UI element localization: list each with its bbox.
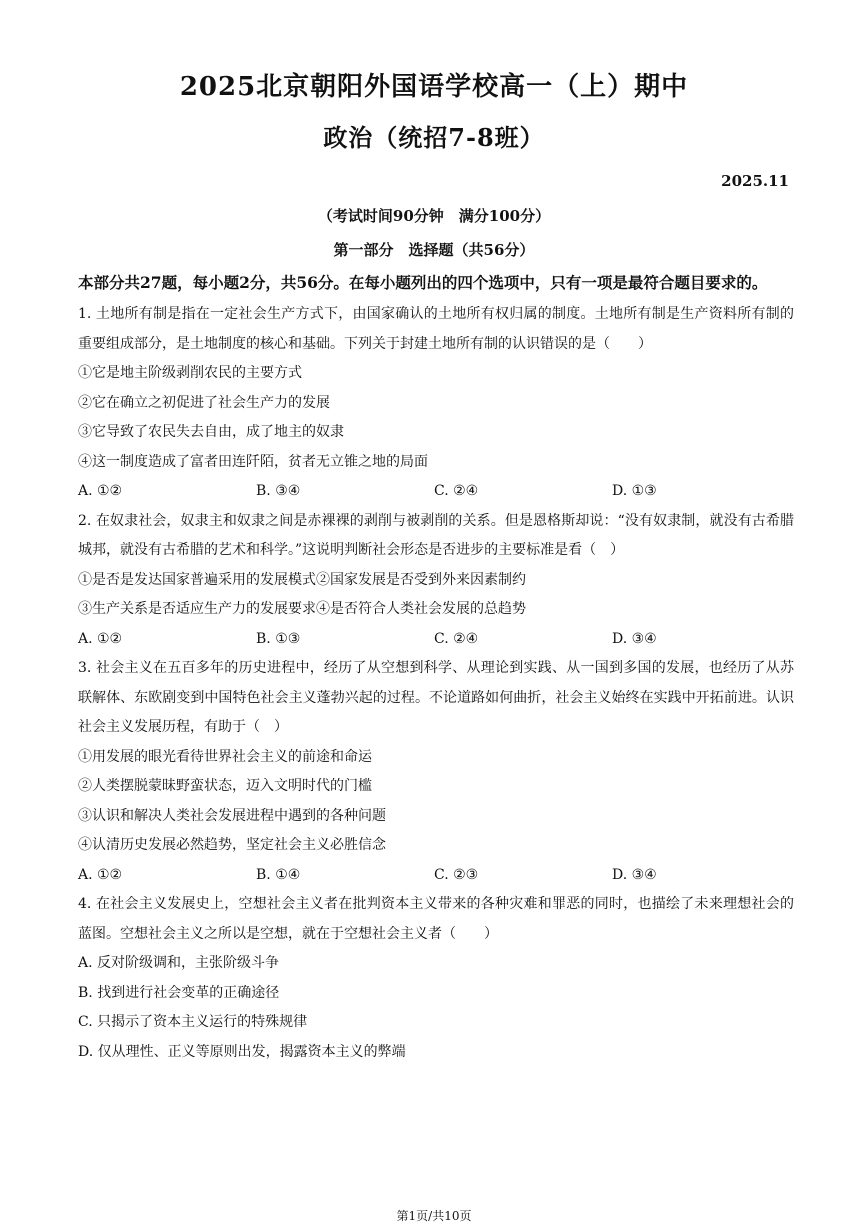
statement: ③生产关系是否适应生产力的发展要求④是否符合人类社会发展的总趋势: [78, 601, 526, 617]
question-stem: 3. 社会主义在五百多年的历史进程中，经历了从空想到科学、从理论到实践、从一国到多国的发展，也经历了从苏联解体、东欧剧变到中国特色社会主义蓬勃兴起的过程。不论道路如何曲折，社会主义始终在实践中开拓前进。认识社会主义发展历程，有助于（ ）: [78, 660, 794, 735]
choice-d: D. ③④: [612, 866, 657, 883]
choice-c: C. ②④: [434, 630, 479, 647]
question-stem: 4. 在社会主义发展史上，空想社会主义者在批判资本主义带来的各种灾难和罪恶的同时，也描绘了未来理想社会的蓝图。空想社会主义之所以是空想，就在于空想社会主义者（ ）: [78, 896, 794, 942]
section-title: 第一部分 选择题（共56分）: [333, 241, 535, 259]
statement: ③它导致了农民失去自由，成了地主的奴隶: [78, 424, 344, 440]
statement: ②它在确立之初促进了社会生产力的发展: [78, 394, 330, 411]
choice-b: B. ①④: [256, 866, 301, 883]
statement: ①它是地主阶级剥削农民的主要方式: [78, 365, 302, 381]
statement: ①用发展的眼光看待世界社会主义的前途和命运: [78, 748, 372, 765]
question-area: [78, 268, 794, 1067]
question-stem: 1. 土地所有制是指在一定社会生产方式下，由国家确认的土地所有权归属的制度。土地所有制是生产资料所有制的重要组成部分，是土地制度的核心和基础。下列关于封建土地所有制的认识错误的是（ ）: [78, 306, 794, 352]
exam-title: 2025北京朝阳外国语学校高一（上）期中: [179, 72, 689, 102]
answer-choices: [78, 625, 794, 655]
question-4: [78, 890, 794, 1067]
choice-a: A. ①②: [78, 866, 123, 883]
question-stem: 2. 在奴隶社会，奴隶主和奴隶之间是赤裸裸的剥削与被剥削的关系。但是恩格斯却说：“没有奴隶制，就没有古希腊城邦，就没有古希腊的艺术和科学。”这说明判断社会形态是否进步的主要标准是看（ ）: [78, 512, 794, 558]
question-1: [78, 300, 794, 507]
choice-b: B. ③④: [256, 483, 301, 499]
page-number: 第1页/共10页: [396, 1209, 472, 1223]
choice-b: B. ①③: [256, 630, 301, 647]
statement: ②人类摆脱蒙昧野蛮状态，迈入文明时代的门槛: [78, 778, 372, 794]
statement: ①是否是发达国家普遍采用的发展模式②国家发展是否受到外来因素制约: [78, 571, 526, 588]
choice-c: C. ②③: [434, 866, 479, 883]
choice-b: B. 找到进行社会变革的正确途径: [78, 984, 280, 1001]
answer-choices: [78, 861, 794, 891]
choice-a: A. 反对阶级调和，主张阶级斗争: [78, 955, 280, 971]
statement: ④这一制度造成了富者田连阡陌，贫者无立锥之地的局面: [78, 453, 428, 470]
choice-d: D. ③④: [612, 630, 657, 647]
choice-a: A. ①②: [78, 483, 123, 499]
section-intro: 本部分共27题，每小题2分，共56分。在每小题列出的四个选项中，只有一项是最符合题目要求的。: [78, 273, 768, 292]
choice-d: D. ①③: [612, 483, 657, 499]
choice-a: A. ①②: [78, 630, 123, 647]
exam-date: 2025.11: [721, 172, 789, 190]
exam-info: （考试时间90分钟 满分100分）: [317, 207, 551, 225]
choice-c: C. ②④: [434, 483, 479, 499]
choice-d: D. 仅从理性、正义等原则出发，揭露资本主义的弊端: [78, 1043, 406, 1060]
answer-choices: [78, 477, 794, 507]
question-3: [78, 654, 794, 890]
choice-c: C. 只揭示了资本主义运行的特殊规律: [78, 1014, 308, 1030]
statement: ③认识和解决人类社会发展进程中遇到的各种问题: [78, 807, 386, 824]
question-2: [78, 507, 794, 655]
statement: ④认清历史发展必然趋势，坚定社会主义必胜信念: [78, 837, 386, 853]
exam-subtitle: 政治（统招7-8班）: [323, 123, 545, 152]
